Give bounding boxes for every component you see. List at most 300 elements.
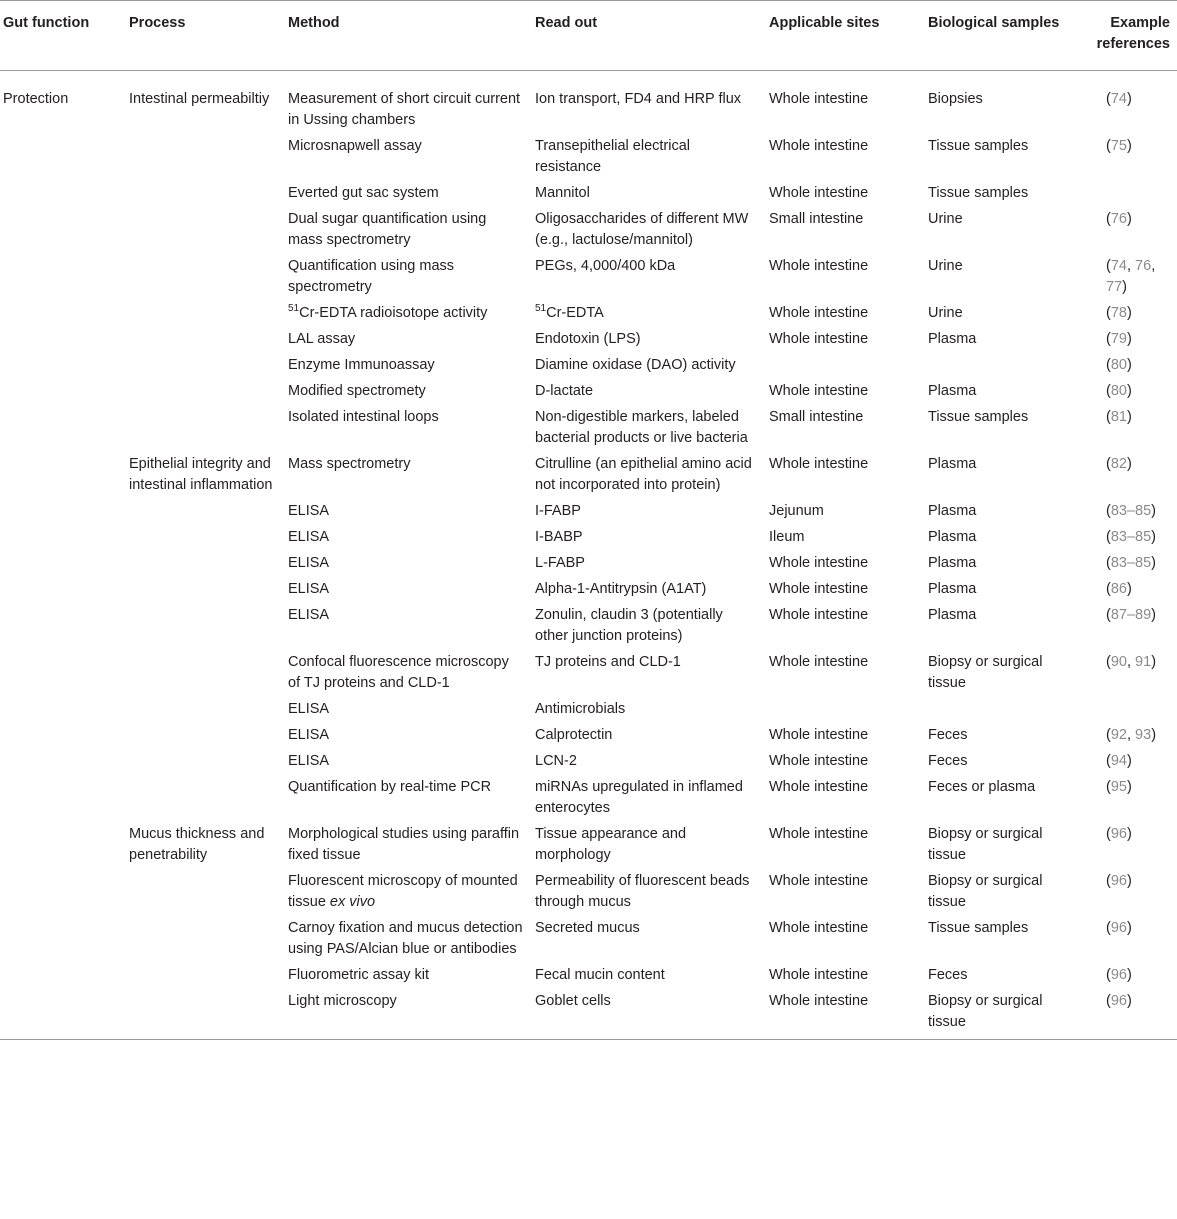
readout-text: Fecal mucin content bbox=[535, 967, 665, 983]
reference-link[interactable]: 80 bbox=[1110, 383, 1127, 399]
table-row bbox=[0, 350, 1177, 376]
reference-link[interactable]: 77 bbox=[1106, 279, 1123, 295]
cell-method bbox=[288, 913, 535, 960]
cell-applicable-site: Whole intestine bbox=[769, 138, 869, 154]
cell-method bbox=[288, 350, 535, 376]
cell-process bbox=[129, 496, 288, 522]
cell-references: (90, 91) bbox=[1106, 654, 1157, 670]
cell-method bbox=[288, 600, 535, 647]
paren: ) bbox=[1151, 555, 1157, 571]
method-text: ELISA bbox=[288, 753, 330, 769]
cell-applicable-site: Whole intestine bbox=[769, 305, 869, 321]
method-text: Dual sugar quantification using mass spectrometry bbox=[288, 211, 487, 248]
cell-process bbox=[129, 960, 288, 986]
reference-link[interactable]: 83–85 bbox=[1110, 555, 1152, 571]
cell-applicable-site: Whole intestine bbox=[769, 555, 869, 571]
cell-method bbox=[288, 772, 535, 819]
cell-references bbox=[1078, 298, 1177, 324]
readout-text: Diamine oxidase (DAO) activity bbox=[535, 357, 736, 373]
reference-link[interactable]: 91 bbox=[1135, 654, 1152, 670]
cell-gut-function bbox=[0, 913, 129, 960]
cell-biological-sample: Urine bbox=[928, 305, 963, 321]
cell-biological-sample: Plasma bbox=[928, 581, 977, 597]
paren: ) bbox=[1151, 727, 1157, 743]
table-row bbox=[0, 324, 1177, 350]
cell-applicable-site: Whole intestine bbox=[769, 654, 869, 670]
paren: ( bbox=[1106, 993, 1111, 1009]
process-label: Intestinal permeabiltiy bbox=[129, 91, 270, 107]
table-row bbox=[0, 178, 1177, 204]
table-row bbox=[0, 251, 1177, 298]
isotope-superscript: 51 bbox=[535, 303, 547, 315]
method-text: ELISA bbox=[288, 727, 330, 743]
cell-process bbox=[129, 574, 288, 600]
cell-process bbox=[129, 746, 288, 772]
cell-gut-function bbox=[0, 298, 129, 324]
paren: ( bbox=[1106, 331, 1111, 347]
table-row bbox=[0, 71, 1177, 132]
readout-text: Non-digestible markers, labeled bacterial products or live bacteria bbox=[535, 409, 748, 446]
readout-text: Alpha-1-Antitrypsin (A1AT) bbox=[535, 581, 707, 597]
cell-process bbox=[129, 251, 288, 298]
table-row bbox=[0, 131, 1177, 178]
cell-applicable-site: Whole intestine bbox=[769, 967, 869, 983]
cell-readout bbox=[535, 522, 769, 548]
cell-process bbox=[129, 71, 288, 132]
cell-gut-function bbox=[0, 204, 129, 251]
paren: ( bbox=[1106, 503, 1111, 519]
cell-readout bbox=[535, 376, 769, 402]
paren: ( bbox=[1106, 529, 1111, 545]
paren: ) bbox=[1126, 211, 1132, 227]
method-text: Cr-EDTA radioisotope activity bbox=[299, 305, 488, 321]
cell-method bbox=[288, 298, 535, 324]
cell-biological-sample: Plasma bbox=[928, 331, 977, 347]
cell-applicable-site: Whole intestine bbox=[769, 873, 869, 889]
cell-references bbox=[1078, 600, 1177, 647]
reference-link[interactable]: 93 bbox=[1135, 727, 1152, 743]
cell-references: (92, 93) bbox=[1106, 727, 1157, 743]
cell-references bbox=[1078, 376, 1177, 402]
cell-applicable-site: Small intestine bbox=[769, 211, 864, 227]
reference-link[interactable]: 92 bbox=[1110, 727, 1127, 743]
col-header-readout: Read out bbox=[535, 15, 598, 31]
cell-readout bbox=[535, 746, 769, 772]
cell-biological-sample: Feces bbox=[928, 727, 968, 743]
cell-references bbox=[1078, 772, 1177, 819]
cell-gut-function bbox=[0, 772, 129, 819]
cell-references bbox=[1078, 204, 1177, 251]
cell-process bbox=[129, 647, 288, 694]
method-text: Confocal fluorescence microscopy of TJ proteins and CLD-1 bbox=[288, 654, 509, 691]
process-label: Epithelial integrity and intestinal inflammation bbox=[129, 456, 273, 493]
paren: ( bbox=[1106, 753, 1111, 769]
paren: ) bbox=[1126, 138, 1132, 154]
cell-method bbox=[288, 647, 535, 694]
cell-method bbox=[288, 251, 535, 298]
paren: ) bbox=[1151, 529, 1157, 545]
readout-text: I-FABP bbox=[535, 503, 581, 519]
readout-text: L-FABP bbox=[535, 555, 585, 571]
cell-gut-function bbox=[0, 574, 129, 600]
cell-process bbox=[129, 913, 288, 960]
cell-gut-function bbox=[0, 548, 129, 574]
cell-gut-function bbox=[0, 720, 129, 746]
method-text: Isolated intestinal loops bbox=[288, 409, 439, 425]
cell-method bbox=[288, 324, 535, 350]
cell-process bbox=[129, 819, 288, 866]
method-text: Quantification using mass spectrometry bbox=[288, 258, 455, 295]
reference-link[interactable]: 83–85 bbox=[1110, 503, 1152, 519]
cell-process bbox=[129, 720, 288, 746]
col-header-gut-function: Gut function bbox=[3, 15, 90, 31]
paren: ) bbox=[1126, 873, 1132, 889]
reference-link[interactable]: 96 bbox=[1110, 873, 1127, 889]
table-row bbox=[0, 960, 1177, 986]
cell-biological-sample: Feces bbox=[928, 967, 968, 983]
method-text: Enzyme Immunoassay bbox=[288, 357, 435, 373]
cell-process bbox=[129, 694, 288, 720]
cell-method bbox=[288, 986, 535, 1040]
cell-biological-sample: Biopsy or surgical tissue bbox=[928, 993, 1043, 1030]
cell-readout bbox=[535, 131, 769, 178]
cell-applicable-site: Whole intestine bbox=[769, 607, 869, 623]
paren: ( bbox=[1106, 456, 1111, 472]
cell-readout bbox=[535, 819, 769, 866]
cell-readout bbox=[535, 986, 769, 1040]
reference-link[interactable]: 86 bbox=[1110, 581, 1127, 597]
cell-readout bbox=[535, 324, 769, 350]
method-text: LAL assay bbox=[288, 331, 356, 347]
paren: ) bbox=[1126, 331, 1132, 347]
cell-applicable-site: Jejunum bbox=[769, 503, 824, 519]
process-label: Mucus thickness and penetrability bbox=[129, 826, 265, 863]
method-italic: ex vivo bbox=[329, 894, 376, 910]
cell-applicable-site: Whole intestine bbox=[769, 581, 869, 597]
cell-biological-sample: Biopsy or surgical tissue bbox=[928, 826, 1043, 863]
paren: ( bbox=[1106, 555, 1111, 571]
readout-text: I-BABP bbox=[535, 529, 583, 545]
cell-references bbox=[1078, 866, 1177, 913]
cell-biological-sample: Tissue samples bbox=[928, 138, 1029, 154]
cell-process bbox=[129, 131, 288, 178]
table-row bbox=[0, 449, 1177, 496]
cell-references bbox=[1078, 324, 1177, 350]
paren: ( bbox=[1106, 138, 1111, 154]
gut-function-label: Protection bbox=[3, 91, 69, 107]
col-header-method: Method bbox=[288, 15, 340, 31]
reference-link[interactable]: 75 bbox=[1110, 138, 1127, 154]
paren: ) bbox=[1126, 581, 1132, 597]
readout-text: Endotoxin (LPS) bbox=[535, 331, 641, 347]
cell-readout bbox=[535, 600, 769, 647]
method-text: ELISA bbox=[288, 503, 330, 519]
cell-applicable-site: Whole intestine bbox=[769, 456, 869, 472]
reference-link[interactable]: 82 bbox=[1110, 456, 1127, 472]
table-row bbox=[0, 548, 1177, 574]
cell-gut-function bbox=[0, 647, 129, 694]
table-row bbox=[0, 913, 1177, 960]
reference-link[interactable]: 96 bbox=[1110, 826, 1127, 842]
reference-link[interactable]: 76 bbox=[1110, 211, 1127, 227]
cell-readout bbox=[535, 251, 769, 298]
paren: ) bbox=[1126, 357, 1132, 373]
method-text: Fluorescent microscopy of mounted tissue bbox=[288, 873, 518, 910]
cell-process bbox=[129, 204, 288, 251]
readout-text: D-lactate bbox=[535, 383, 594, 399]
isotope-superscript: 51 bbox=[288, 303, 300, 315]
table-row bbox=[0, 574, 1177, 600]
method-text: Modified spectromety bbox=[288, 383, 426, 399]
cell-references bbox=[1078, 548, 1177, 574]
col-header-biological-samples: Biological samples bbox=[928, 15, 1060, 31]
reference-link[interactable]: 96 bbox=[1110, 967, 1127, 983]
cell-gut-function bbox=[0, 402, 129, 449]
cell-applicable-site: Whole intestine bbox=[769, 920, 869, 936]
paren: ) bbox=[1126, 967, 1132, 983]
table-row bbox=[0, 376, 1177, 402]
paren: ( bbox=[1106, 211, 1111, 227]
readout-text: Cr-EDTA bbox=[546, 305, 604, 321]
cell-references bbox=[1078, 986, 1177, 1040]
cell-gut-function bbox=[0, 178, 129, 204]
paren: ) bbox=[1122, 279, 1127, 295]
cell-gut-function bbox=[0, 131, 129, 178]
method-text: Morphological studies using paraffin fixed tissue bbox=[288, 826, 520, 863]
readout-text: Permeability of fluorescent beads through mucus bbox=[535, 873, 750, 910]
reference-link[interactable]: 74 bbox=[1110, 258, 1127, 274]
cell-applicable-site: Whole intestine bbox=[769, 331, 869, 347]
paren: ( bbox=[1106, 91, 1111, 107]
paren: ( bbox=[1106, 581, 1111, 597]
method-text: ELISA bbox=[288, 581, 330, 597]
cell-readout bbox=[535, 204, 769, 251]
cell-biological-sample: Plasma bbox=[928, 607, 977, 623]
cell-references bbox=[1078, 71, 1177, 132]
cell-readout bbox=[535, 720, 769, 746]
paren: ( bbox=[1106, 607, 1111, 623]
table-row bbox=[0, 522, 1177, 548]
table-row bbox=[0, 720, 1177, 746]
cell-readout bbox=[535, 548, 769, 574]
cell-applicable-site: Whole intestine bbox=[769, 727, 869, 743]
table-row bbox=[0, 694, 1177, 720]
cell-method bbox=[288, 131, 535, 178]
cell-references: (74, 76, 77) bbox=[1106, 258, 1156, 295]
cell-gut-function bbox=[0, 746, 129, 772]
readout-text: TJ proteins and CLD-1 bbox=[535, 654, 681, 670]
cell-readout bbox=[535, 71, 769, 132]
reference-link[interactable]: 87–89 bbox=[1110, 607, 1152, 623]
cell-readout bbox=[535, 449, 769, 496]
cell-gut-function bbox=[0, 819, 129, 866]
cell-gut-function bbox=[0, 522, 129, 548]
cell-gut-function bbox=[0, 986, 129, 1040]
table-row bbox=[0, 204, 1177, 251]
cell-readout bbox=[535, 866, 769, 913]
cell-references bbox=[1078, 131, 1177, 178]
cell-method bbox=[288, 574, 535, 600]
cell-readout bbox=[535, 178, 769, 204]
cell-gut-function bbox=[0, 324, 129, 350]
paren: ( bbox=[1106, 826, 1111, 842]
table-row bbox=[0, 746, 1177, 772]
cell-process bbox=[129, 376, 288, 402]
cell-gut-function bbox=[0, 600, 129, 647]
cell-biological-sample: Biopsies bbox=[928, 91, 983, 107]
readout-text: LCN-2 bbox=[535, 753, 577, 769]
readout-text: PEGs, 4,000/400 kDa bbox=[535, 258, 676, 274]
cell-process bbox=[129, 772, 288, 819]
reference-link[interactable]: 94 bbox=[1110, 753, 1127, 769]
readout-text: Zonulin, claudin 3 (potentially other junction proteins) bbox=[535, 607, 723, 644]
paren: ) bbox=[1126, 305, 1132, 321]
cell-applicable-site: Whole intestine bbox=[769, 753, 869, 769]
cell-references bbox=[1078, 746, 1177, 772]
cell-method bbox=[288, 178, 535, 204]
cell-method bbox=[288, 548, 535, 574]
table-row bbox=[0, 402, 1177, 449]
cell-process bbox=[129, 324, 288, 350]
cell-process bbox=[129, 449, 288, 496]
reference-link[interactable]: 74 bbox=[1110, 91, 1127, 107]
cell-applicable-site: Whole intestine bbox=[769, 258, 869, 274]
cell-applicable-site: Whole intestine bbox=[769, 185, 869, 201]
cell-method bbox=[288, 71, 535, 132]
readout-text: Mannitol bbox=[535, 185, 590, 201]
paren: ( bbox=[1106, 357, 1111, 373]
readout-text: Goblet cells bbox=[535, 993, 611, 1009]
readout-text: Tissue appearance and morphology bbox=[535, 826, 687, 863]
cell-process bbox=[129, 298, 288, 324]
cell-method bbox=[288, 496, 535, 522]
cell-gut-function bbox=[0, 350, 129, 376]
cell-references bbox=[1078, 574, 1177, 600]
cell-process bbox=[129, 866, 288, 913]
cell-references bbox=[1078, 350, 1177, 376]
cell-applicable-site bbox=[769, 350, 928, 376]
method-text: Quantification by real-time PCR bbox=[288, 779, 492, 795]
table-row bbox=[0, 986, 1177, 1040]
table-body bbox=[0, 71, 1177, 1040]
reference-link[interactable]: 80 bbox=[1110, 357, 1127, 373]
table-row bbox=[0, 298, 1177, 324]
readout-text: Citrulline (an epithelial amino acid not incorporated into protein) bbox=[535, 456, 752, 493]
method-text: Mass spectrometry bbox=[288, 456, 411, 472]
paren: ( bbox=[1106, 779, 1111, 795]
paren: ( bbox=[1106, 258, 1111, 274]
readout-text: Secreted mucus bbox=[535, 920, 640, 936]
cell-biological-sample: Biopsy or surgical tissue bbox=[928, 873, 1043, 910]
cell-process bbox=[129, 522, 288, 548]
cell-method bbox=[288, 866, 535, 913]
paren: ) bbox=[1126, 920, 1132, 936]
cell-biological-sample: Feces bbox=[928, 753, 968, 769]
cell-method bbox=[288, 204, 535, 251]
cell-method bbox=[288, 376, 535, 402]
cell-readout bbox=[535, 647, 769, 694]
cell-readout bbox=[535, 350, 769, 376]
cell-biological-sample: Plasma bbox=[928, 555, 977, 571]
header-row bbox=[0, 1, 1177, 71]
reference-link[interactable]: 96 bbox=[1110, 993, 1127, 1009]
table-row bbox=[0, 600, 1177, 647]
paren: ) bbox=[1151, 503, 1157, 519]
cell-method bbox=[288, 402, 535, 449]
cell-process bbox=[129, 600, 288, 647]
cell-readout bbox=[535, 496, 769, 522]
reference-link[interactable]: 78 bbox=[1110, 305, 1127, 321]
cell-readout bbox=[535, 694, 769, 720]
cell-process bbox=[129, 178, 288, 204]
cell-biological-sample: Tissue samples bbox=[928, 409, 1029, 425]
cell-gut-function bbox=[0, 251, 129, 298]
cell-method bbox=[288, 746, 535, 772]
method-text: Microsnapwell assay bbox=[288, 138, 422, 154]
paren: ) bbox=[1126, 383, 1132, 399]
cell-biological-sample: Urine bbox=[928, 258, 963, 274]
cell-biological-sample bbox=[928, 350, 1078, 376]
reference-link[interactable]: 76 bbox=[1135, 258, 1152, 274]
readout-text: Oligosaccharides of different MW (e.g., lactulose/mannitol) bbox=[535, 211, 749, 248]
method-text: ELISA bbox=[288, 701, 330, 717]
table-row bbox=[0, 819, 1177, 866]
cell-process bbox=[129, 548, 288, 574]
col-header-applicable-sites: Applicable sites bbox=[769, 15, 880, 31]
col-header-example-references: Example references bbox=[1096, 15, 1170, 52]
readout-text: Calprotectin bbox=[535, 727, 613, 743]
method-text: Measurement of short circuit current in Ussing chambers bbox=[288, 91, 521, 128]
cell-method bbox=[288, 449, 535, 496]
reference-link[interactable]: 81 bbox=[1110, 409, 1127, 425]
cell-references bbox=[1078, 694, 1177, 720]
cell-process bbox=[129, 986, 288, 1040]
cell-readout bbox=[535, 913, 769, 960]
paren: ) bbox=[1126, 779, 1132, 795]
cell-applicable-site: Whole intestine bbox=[769, 91, 869, 107]
method-text: Everted gut sac system bbox=[288, 185, 439, 201]
cell-readout bbox=[535, 298, 769, 324]
cell-references bbox=[1078, 913, 1177, 960]
reference-link[interactable]: 79 bbox=[1110, 331, 1127, 347]
cell-references bbox=[1078, 960, 1177, 986]
paren: ) bbox=[1126, 826, 1132, 842]
reference-link[interactable]: 83–85 bbox=[1110, 529, 1152, 545]
reference-link[interactable]: 96 bbox=[1110, 920, 1127, 936]
cell-biological-sample: Tissue samples bbox=[928, 185, 1029, 201]
method-text: ELISA bbox=[288, 607, 330, 623]
cell-biological-sample: Plasma bbox=[928, 503, 977, 519]
reference-link[interactable]: 95 bbox=[1110, 779, 1127, 795]
readout-text: miRNAs upregulated in inflamed enterocytes bbox=[535, 779, 743, 816]
method-text: Light microscopy bbox=[288, 993, 397, 1009]
cell-biological-sample: Tissue samples bbox=[928, 920, 1029, 936]
cell-applicable-site: Whole intestine bbox=[769, 383, 869, 399]
paren: ( bbox=[1106, 920, 1111, 936]
cell-method bbox=[288, 720, 535, 746]
cell-gut-function bbox=[0, 960, 129, 986]
cell-biological-sample: Plasma bbox=[928, 529, 977, 545]
cell-biological-sample: Biopsy or surgical tissue bbox=[928, 654, 1043, 691]
reference-link[interactable]: 90 bbox=[1110, 654, 1127, 670]
paren: ( bbox=[1106, 305, 1111, 321]
cell-method bbox=[288, 960, 535, 986]
cell-readout bbox=[535, 772, 769, 819]
cell-references bbox=[1078, 178, 1177, 204]
paren: ) bbox=[1151, 607, 1157, 623]
cell-applicable-site: Whole intestine bbox=[769, 993, 869, 1009]
method-text: ELISA bbox=[288, 529, 330, 545]
